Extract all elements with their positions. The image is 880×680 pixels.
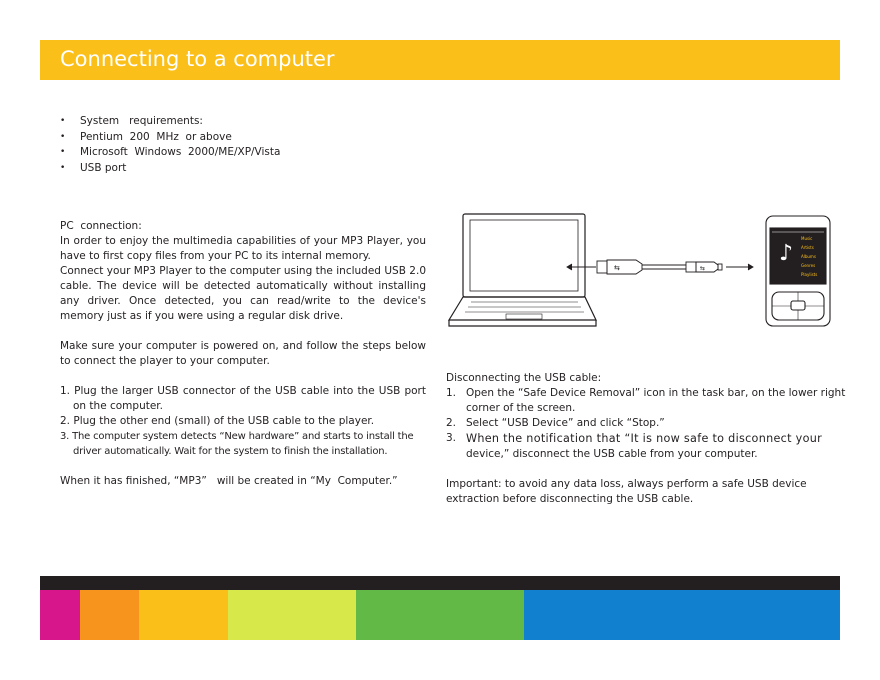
step-text: When the notification that “It is now safe to disconnect your (466, 432, 823, 445)
disconnect-step (446, 386, 846, 416)
step-text: Open the “Safe Device Removal” icon in the task bar, on the lower right corner of the screen. (466, 387, 846, 414)
step-item (60, 429, 426, 459)
step-number: 1. (446, 387, 457, 399)
pc-connection-final: When it has finished, “MP3” will be created in “My Computer.” (60, 475, 398, 487)
step-text: Select “USB Device” and click “Stop.” (466, 417, 665, 429)
mp3-player-icon (766, 216, 830, 326)
step-number: 3. (446, 432, 457, 444)
laptop-icon (449, 214, 596, 326)
footer-stripe-lime (228, 590, 356, 640)
player-menu-item: Playlists (801, 272, 818, 277)
usb-connection-illustration (446, 212, 844, 332)
footer-stripe-orange (80, 590, 139, 640)
pc-connection-steps (60, 384, 426, 459)
footer-dark-bar (40, 576, 840, 590)
svg-text:♪: ♪ (779, 241, 794, 266)
pc-connection-description: Connect your MP3 Player to the computer using the included USB 2.0 cable. The device will be detected automatically without installing any driver. Once detected, you can read/write to the device's memory just as if you were using a regular disk drive. (60, 265, 426, 322)
pc-connection-intro: In order to enjoy the multimedia capabilities of your MP3 Player, you have to first copy files from your PC to its internal memory. (60, 235, 426, 262)
requirement-item: • Pentium 200 MHz or above (60, 130, 280, 146)
svg-text:⇆: ⇆ (614, 264, 620, 272)
step-number: 2. (446, 417, 457, 429)
requirement-item: • USB port (60, 161, 280, 177)
disconnect-step (446, 431, 846, 462)
step-item-text: 3. The computer system detects “New hardware” and starts to install the driver automatically. Wait for the system to finish the installation. (60, 431, 414, 457)
player-menu-item: Music (801, 236, 813, 241)
disconnect-steps (446, 386, 846, 462)
important-note: Important: to avoid any data loss, always perform a safe USB device extraction before disconnecting the USB cable. (446, 478, 807, 505)
disconnect-step (446, 416, 846, 431)
player-menu-item: Artists (801, 245, 814, 250)
footer-stripe-green (356, 590, 524, 640)
disconnect-section (446, 371, 846, 507)
footer-stripe-magenta (40, 590, 80, 640)
player-menu-item: Genres (801, 263, 816, 268)
pc-connection-heading: PC connection: (60, 220, 142, 232)
usb-cable-icon (567, 260, 753, 274)
requirements-list (60, 114, 280, 176)
requirement-item: • Microsoft Windows 2000/ME/XP/Vista (60, 145, 280, 161)
step-item: 2. Plug the other end (small) of the USB cable to the player. (60, 415, 375, 427)
svg-text:⇆: ⇆ (700, 265, 706, 272)
player-menu-item: Albums (801, 254, 816, 259)
step-item: 1. Plug the larger USB connector of the USB cable into the USB port on the computer. (60, 385, 426, 412)
disconnect-heading: Disconnecting the USB cable: (446, 372, 602, 384)
pc-connection-section (60, 219, 426, 489)
page-title: Connecting to a computer (60, 47, 335, 71)
footer-stripe-yellow (139, 590, 228, 640)
header-banner (40, 40, 840, 80)
footer-stripe-blue (524, 590, 840, 640)
requirement-item: • System requirements: (60, 114, 280, 130)
step-text: device,” disconnect the USB cable from your computer. (466, 448, 758, 460)
pc-connection-instructions: Make sure your computer is powered on, and follow the steps below to connect the player to your computer. (60, 340, 426, 367)
